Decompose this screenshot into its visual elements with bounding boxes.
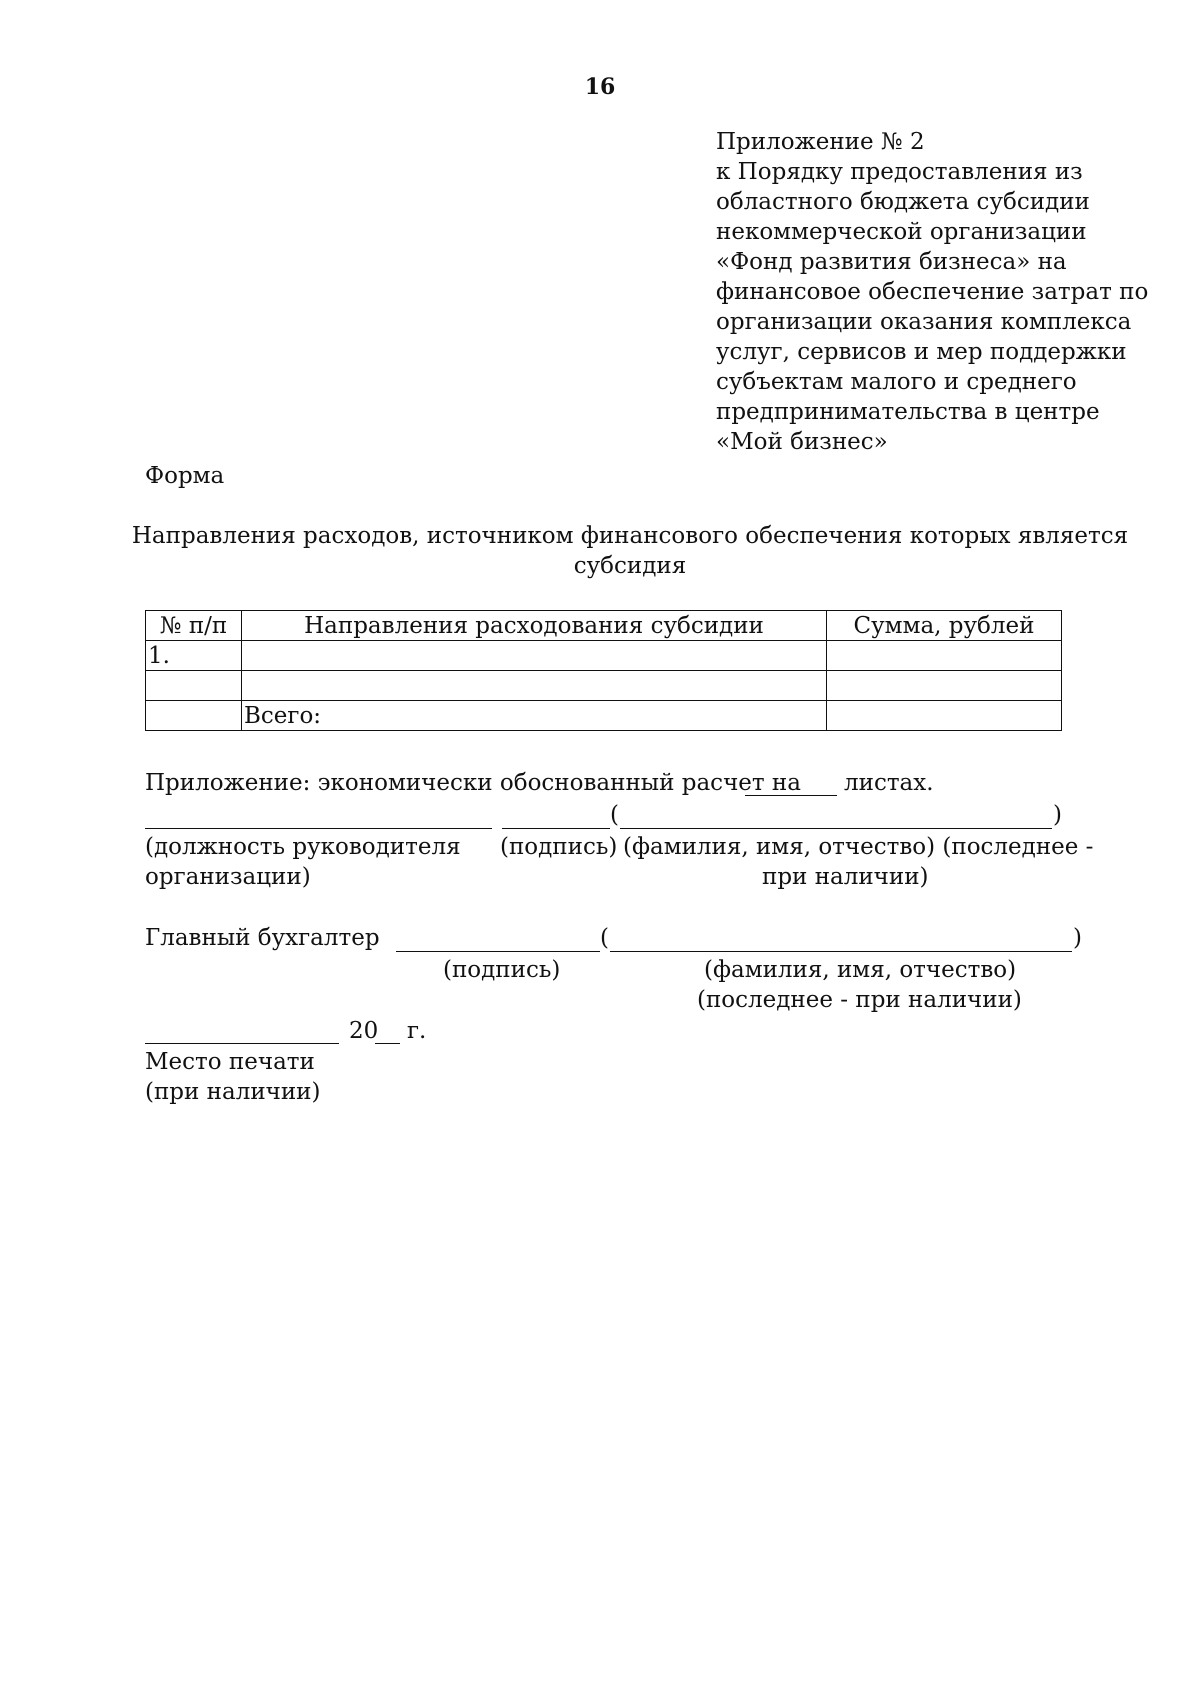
cell-direction[interactable] bbox=[242, 671, 827, 701]
date-year-suffix: г. bbox=[407, 1018, 427, 1044]
accountant-name-blank[interactable] bbox=[610, 951, 1072, 952]
cell-direction[interactable] bbox=[242, 641, 827, 671]
document-title-line-1: Направления расходов, источником финансового обеспечения которых является bbox=[131, 523, 1129, 549]
table-header-row bbox=[146, 611, 1062, 641]
appendix-line: к Порядку предоставления из bbox=[716, 159, 1083, 185]
expenses-table bbox=[145, 610, 1062, 731]
header-direction: Направления расходования субсидии bbox=[242, 611, 827, 641]
caption-accountant-name-1: (фамилия, имя, отчество) bbox=[704, 957, 1017, 983]
seal-label: Место печати bbox=[145, 1049, 315, 1075]
appendix-line: некоммерческой организации bbox=[716, 219, 1087, 245]
accountant-signature-blank[interactable] bbox=[396, 951, 600, 952]
cell-amount[interactable] bbox=[827, 641, 1062, 671]
appendix-line: услуг, сервисов и мер поддержки bbox=[716, 339, 1127, 365]
caption-accountant-signature: (подпись) bbox=[443, 957, 561, 983]
cell-total-amount[interactable] bbox=[827, 701, 1062, 731]
header-amount: Сумма, рублей bbox=[827, 611, 1062, 641]
appendix-line: финансовое обеспечение затрат по bbox=[716, 279, 1149, 305]
position-blank[interactable] bbox=[145, 828, 492, 829]
header-number: № п/п bbox=[146, 611, 242, 641]
cell-amount[interactable] bbox=[827, 671, 1062, 701]
caption-position-2: организации) bbox=[145, 864, 311, 890]
seal-note: (при наличии) bbox=[145, 1079, 321, 1105]
appendix-line: организации оказания комплекса bbox=[716, 309, 1132, 335]
document-title-line-2: субсидия bbox=[573, 553, 687, 579]
attachment-prefix: Приложение: экономически обоснованный расчет на bbox=[145, 770, 801, 796]
accountant-open-paren: ( bbox=[600, 925, 609, 951]
caption-accountant-name-2: (последнее - при наличии) bbox=[697, 987, 1022, 1013]
appendix-line: «Мой бизнес» bbox=[716, 429, 888, 455]
cell-total-label: Всего: bbox=[242, 701, 827, 731]
appendix-note bbox=[716, 127, 1148, 457]
attachment-suffix: листах. bbox=[844, 770, 934, 796]
cell-number[interactable] bbox=[146, 701, 242, 731]
head-name-blank[interactable] bbox=[620, 828, 1052, 829]
appendix-line: субъектам малого и среднего bbox=[716, 369, 1077, 395]
accountant-close-paren: ) bbox=[1073, 925, 1082, 951]
appendix-line: областного бюджета субсидии bbox=[716, 189, 1090, 215]
caption-head-name-1: (фамилия, имя, отчество) (последнее - bbox=[623, 834, 1094, 860]
date-blank[interactable] bbox=[145, 1043, 339, 1044]
form-label: Форма bbox=[145, 463, 225, 489]
page-number: 16 bbox=[584, 74, 616, 100]
appendix-line: предпринимательства в центре bbox=[716, 399, 1100, 425]
caption-position-1: (должность руководителя bbox=[145, 834, 461, 860]
appendix-line: «Фонд развития бизнеса» на bbox=[716, 249, 1067, 275]
head-open-paren: ( bbox=[610, 802, 619, 828]
appendix-line: Приложение № 2 bbox=[716, 129, 925, 155]
caption-head-name-2: при наличии) bbox=[762, 864, 929, 890]
cell-number[interactable]: 1. bbox=[146, 641, 242, 671]
year-blank[interactable] bbox=[375, 1043, 400, 1044]
table-row bbox=[146, 671, 1062, 701]
table-row bbox=[146, 641, 1062, 671]
cell-number[interactable] bbox=[146, 671, 242, 701]
sheets-count-blank[interactable] bbox=[745, 795, 837, 796]
date-year-prefix: 20 bbox=[349, 1018, 379, 1044]
head-close-paren: ) bbox=[1053, 802, 1062, 828]
caption-head-signature: (подпись) bbox=[500, 834, 618, 860]
head-signature-blank[interactable] bbox=[502, 828, 610, 829]
table-total-row bbox=[146, 701, 1062, 731]
accountant-label: Главный бухгалтер bbox=[145, 925, 380, 951]
